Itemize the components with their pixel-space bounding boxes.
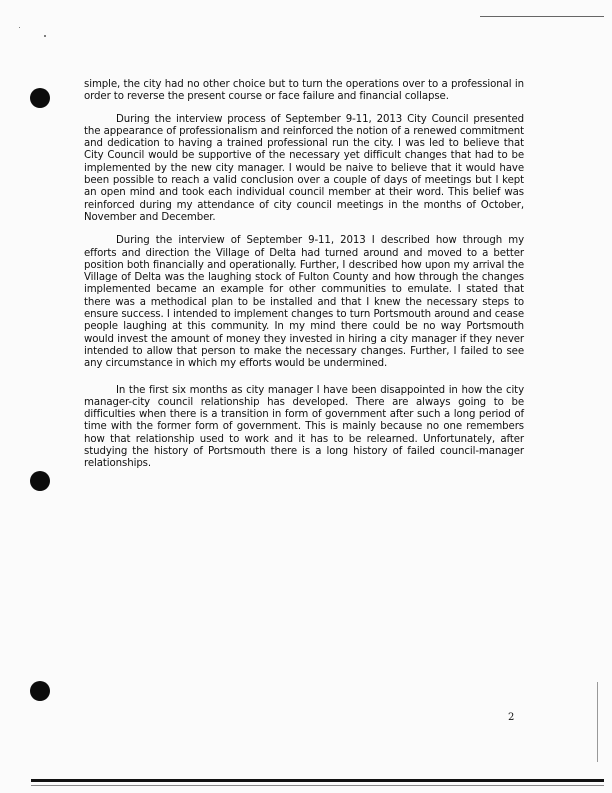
page-number: 2 (508, 712, 515, 723)
paragraph-2: During the interview process of September 9-11, 2013 City Council presented the appearance of professionalism and reinforced the notion of a renewed commitment and dedication to having a trained professional run the city. I was led to believe that City Council would be supportive of the necessary yet difficult changes that had to be implemented by the new city manager. I would be naive to believe that it would have been possible to reach a valid conclusion over a couple of days of meetings but I kept an open mind and took each individual council member at their word. This belief was reinforced during my attendance of city council meetings in the months of October, November and December. (84, 113, 524, 223)
scan-speck (44, 35, 46, 37)
letter-body (84, 79, 524, 471)
paragraph-3: During the interview of September 9-11, 2013 I described how through my efforts and direction the Village of Delta had turned around and moved to a better position both financially and operationally. Further, I described how upon my arrival the Village of Delta was the laughing stock of Fulton County and how through the changes implemented became an example for other communities to emulate. I stated that there was a methodical plan to be installed and that I knew the necessary steps to ensure success. I intended to implement changes to turn Portsmouth around and cease people laughing at this community. In my mind there could be no way Portsmouth would invest the amount of money they invested in hiring a city manager if they never intended to allow that person to make the necessary changes. Further, I failed to see any circumstance in which my efforts would be undermined. (84, 235, 524, 370)
scan-artifact-bottom-edge (31, 779, 604, 782)
binder-hole-top (30, 88, 50, 108)
scan-artifact-right-edge (597, 682, 598, 762)
scan-artifact-bottom-edge-thin (31, 785, 604, 786)
binder-hole-bottom (30, 681, 50, 701)
binder-hole-middle (30, 471, 50, 491)
paragraph-1: simple, the city had no other choice but to turn the operations over to a professional in order to reverse the present course or face failure and financial collapse. (84, 79, 524, 103)
paragraph-4: In the first six months as city manager I have been disappointed in how the city manager-city council relationship has developed. There are always going to be difficulties when there is a transition in form of government after such a long period of time with the former form of government. This is mainly because no one remembers how that relationship used to work and it has to be relearned. Unfortunately, after studying the history of Portsmouth there is a long history of failed council-manager relationships. (84, 384, 524, 470)
scan-speck (19, 27, 20, 28)
scan-artifact-top-line (480, 16, 604, 17)
